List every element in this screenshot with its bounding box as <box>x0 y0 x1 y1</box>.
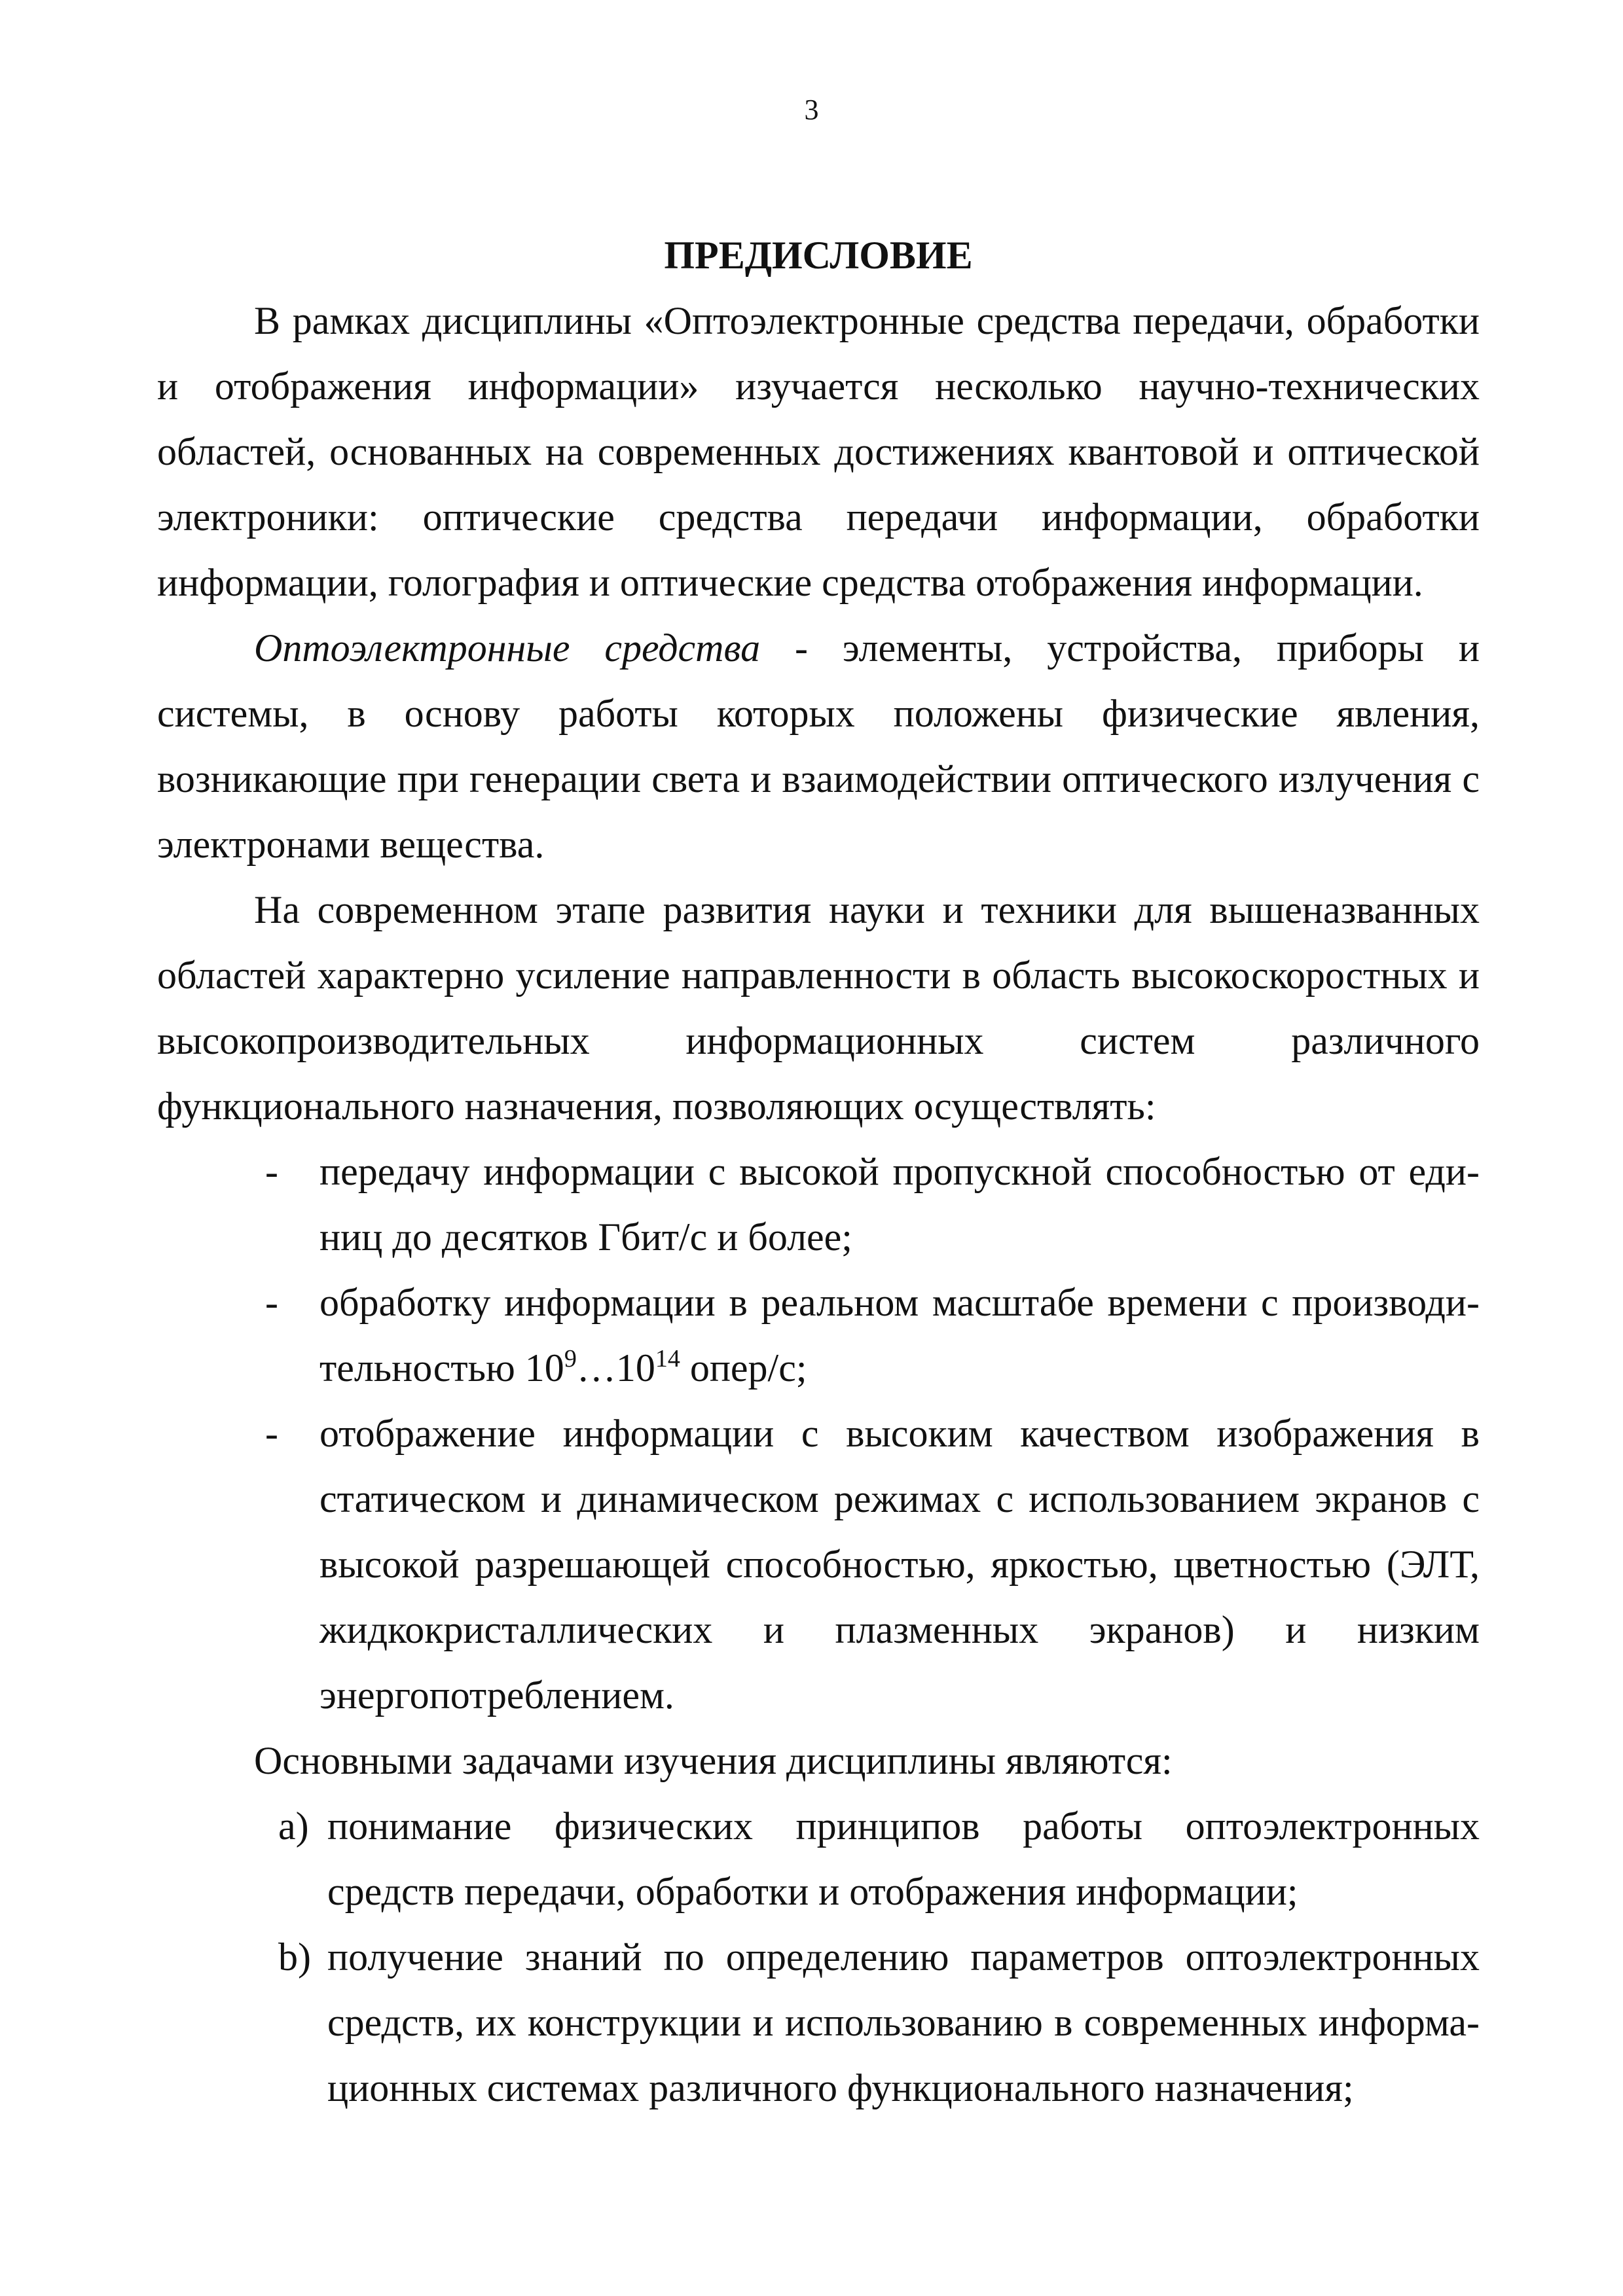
task-text: получение знаний по определению параметров оптоэлектронных средств, их конструкции и использованию в современных информационных системах различного функционального назначения; <box>327 1935 1480 2109</box>
capabilities-list <box>157 1139 1480 1728</box>
definition-text: - элементы, устройства, приборы и системы, в основу работы которых положены физические явления, возникающие при генерации света и взаимодействии оптического излучения с электронами вещества. <box>157 626 1480 866</box>
task-text: понимание физических принципов работы оптоэлектронных средств передачи, обработки и отображения информации; <box>327 1804 1480 1913</box>
task-item-b <box>157 1924 1480 2121</box>
capability-text-middle: …10 <box>576 1346 655 1390</box>
capability-item-display <box>157 1401 1480 1728</box>
dash-marker: - <box>265 1150 278 1193</box>
section-title: ПРЕДИСЛОВИЕ <box>664 234 973 277</box>
capability-item-transmission <box>157 1139 1480 1270</box>
intro-paragraph-2 <box>157 615 1480 877</box>
capability-item-processing <box>157 1270 1480 1401</box>
capability-text-end: опер/с; <box>680 1346 807 1390</box>
page-number: 3 <box>804 94 819 126</box>
defined-term: Оптоэлектронные средства <box>254 626 761 670</box>
page-content <box>157 223 1480 2121</box>
intro-paragraph-3: На современном этапе развития науки и техники для вышеназванных областей характерно усиление направленности в область высокоскоростных и высокопроизводительных информационных систем различного функционального назначения, позволяющих осуществлять: <box>157 888 1480 1128</box>
exponent-14: 14 <box>655 1345 680 1372</box>
task-item-a <box>157 1793 1480 1924</box>
task-marker: b) <box>278 1935 311 1979</box>
dash-marker: - <box>265 1281 278 1324</box>
dash-marker: - <box>265 1412 278 1455</box>
capability-text-start: обработку информации в реальном масштабе времени с производительностью 10 <box>319 1281 1480 1390</box>
tasks-intro: Основными задачами изучения дисциплины являются: <box>254 1739 1173 1782</box>
intro-paragraph-1: В рамках дисциплины «Оптоэлектронные средства передачи, обработки и отображения информации» изучается несколько научно-технических областей, основанных на современных достижениях квантовой и оптической электроники: оптические средства передачи информации, обработки информации, голография и оптические средства отображения информации. <box>157 299 1480 604</box>
task-marker: a) <box>278 1804 309 1848</box>
exponent-9: 9 <box>564 1345 577 1372</box>
capability-text: отображение информации с высоким качеством изображения в статическом и динамическом режимах с использованием экранов с высокой разрешающей способностью, яркостью, цветностью (ЭЛТ, жидкокристаллических и плазменных экранов) и низким энергопотреблением. <box>319 1412 1480 1717</box>
capability-text: передачу информации с высокой пропускной способностью от единиц до десятков Гбит/с и более; <box>319 1150 1480 1259</box>
tasks-list <box>157 1793 1480 2121</box>
